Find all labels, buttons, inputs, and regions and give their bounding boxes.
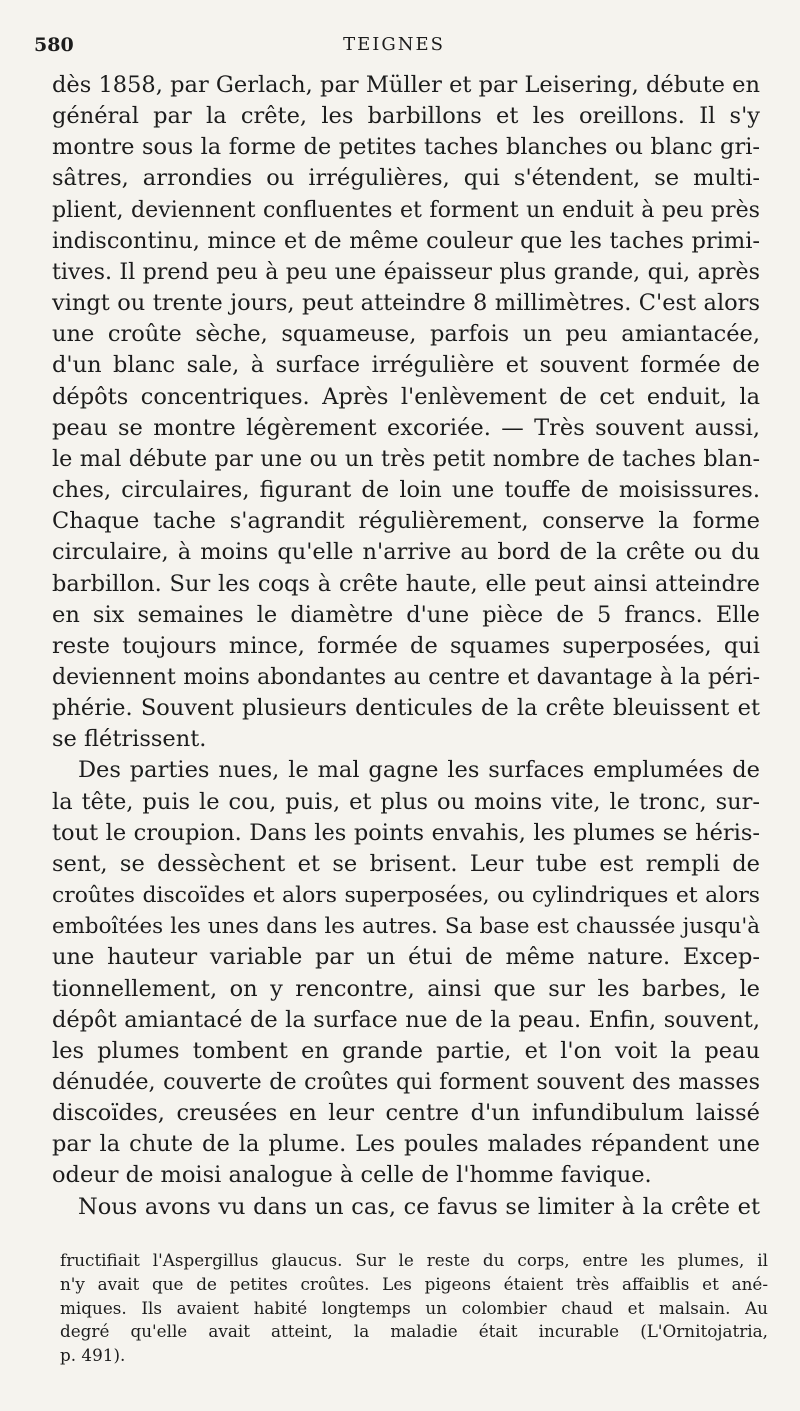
footnote-line: p. 491).	[60, 1345, 126, 1366]
footnote-line: n'y avait que de petites croûtes. Les pigeons étaient très affaiblis et ané-	[60, 1273, 768, 1294]
text-line: sent, se dessèchent et se brisent. Leur tube est rempli de	[52, 850, 760, 877]
paragraph-end-line: odeur de moisi analogue à celle de l'homme favique.	[52, 1162, 652, 1189]
text-line: dépôt amiantacé de la surface nue de la peau. Enfin, souvent,	[52, 1006, 760, 1033]
text-line: sâtres, arrondies ou irrégulières, qui s'étendent, se multi-	[52, 165, 760, 192]
text-line: tout le croupion. Dans les points envahis, les plumes se héris-	[52, 819, 760, 846]
text-line: vingt ou trente jours, peut atteindre 8 millimètres. C'est alors	[52, 290, 760, 317]
text-line: une hauteur variable par un étui de même nature. Excep-	[52, 944, 760, 971]
text-line: les plumes tombent en grande partie, et l'on voit la peau	[52, 1037, 760, 1064]
text-line: en six semaines le diamètre d'une pièce de 5 francs. Elle	[52, 601, 760, 628]
text-line: général par la crête, les barbillons et les oreillons. Il s'y	[52, 103, 760, 130]
paragraph-start-line: Nous avons vu dans un cas, ce favus se limiter à la crête et	[78, 1193, 760, 1220]
text-line: montre sous la forme de petites taches blanches ou blanc gri-	[52, 134, 760, 161]
text-line: croûtes discoïdes et alors superposées, ou cylindriques et alors	[52, 883, 760, 909]
text-line: la tête, puis le cou, puis, et plus ou moins vite, le tronc, sur-	[52, 788, 760, 815]
text-line: tives. Il prend peu à peu une épaisseur plus grande, qui, après	[52, 258, 760, 285]
footnote-line: fructifiait l'Aspergillus glaucus. Sur le reste du corps, entre les plumes, il	[60, 1250, 768, 1270]
footnote-line: miques. Ils avaient habité longtemps un colombier chaud et malsain. Au	[60, 1297, 768, 1318]
text-line: discoïdes, creusées en leur centre d'un infundibulum laissé	[52, 1100, 760, 1127]
text-line: reste toujours mince, formée de squames superposées, qui	[52, 632, 760, 659]
footnote-line: degré qu'elle avait atteint, la maladie était incurable (L'Ornitojatria,	[60, 1321, 768, 1342]
text-line: peau se montre légèrement excoriée. — Très souvent aussi,	[52, 414, 760, 441]
text-line: emboîtées les unes dans les autres. Sa base est chaussée jusqu'à	[52, 914, 760, 940]
text-line: plient, deviennent confluentes et forment un enduit à peu près	[52, 196, 760, 223]
text-line: le mal débute par une ou un très petit nombre de taches blan-	[52, 445, 760, 472]
footnote	[60, 1249, 768, 1368]
text-line: dépôts concentriques. Après l'enlèvement de cet enduit, la	[52, 383, 760, 410]
text-line: ches, circulaires, figurant de loin une touffe de moisissures.	[52, 477, 760, 504]
text-line: indiscontinu, mince et de même couleur que les taches primi-	[52, 227, 760, 254]
text-line: par la chute de la plume. Les poules malades répandent une	[52, 1131, 760, 1158]
running-title: TEIGNES	[343, 34, 445, 55]
text-line: deviennent moins abondantes au centre et davantage à la péri-	[52, 664, 760, 690]
text-line: Chaque tache s'agrandit régulièrement, conserve la forme	[52, 508, 760, 535]
page-number: 580	[34, 34, 74, 56]
text-line: circulaire, à moins qu'elle n'arrive au bord de la crête ou du	[52, 539, 760, 566]
text-line: une croûte sèche, squameuse, parfois un peu amiantacée,	[52, 321, 760, 348]
text-line: dès 1858, par Gerlach, par Müller et par Leisering, débute en	[52, 72, 760, 98]
text-line: d'un blanc sale, à surface irrégulière et souvent formée de	[52, 352, 760, 379]
text-line: tionnellement, on y rencontre, ainsi que sur les barbes, le	[52, 975, 760, 1002]
paragraph-start-line: Des parties nues, le mal gagne les surfaces emplumées de	[78, 757, 760, 784]
text-line: phérie. Souvent plusieurs denticules de la crête bleuissent et	[52, 695, 760, 722]
text-line: barbillon. Sur les coqs à crête haute, elle peut ainsi atteindre	[52, 570, 760, 597]
body-text	[52, 70, 760, 1223]
paragraph-end-line: se flétrissent.	[52, 726, 207, 753]
running-head	[34, 34, 754, 56]
text-line: dénudée, couverte de croûtes qui forment souvent des masses	[52, 1069, 760, 1095]
